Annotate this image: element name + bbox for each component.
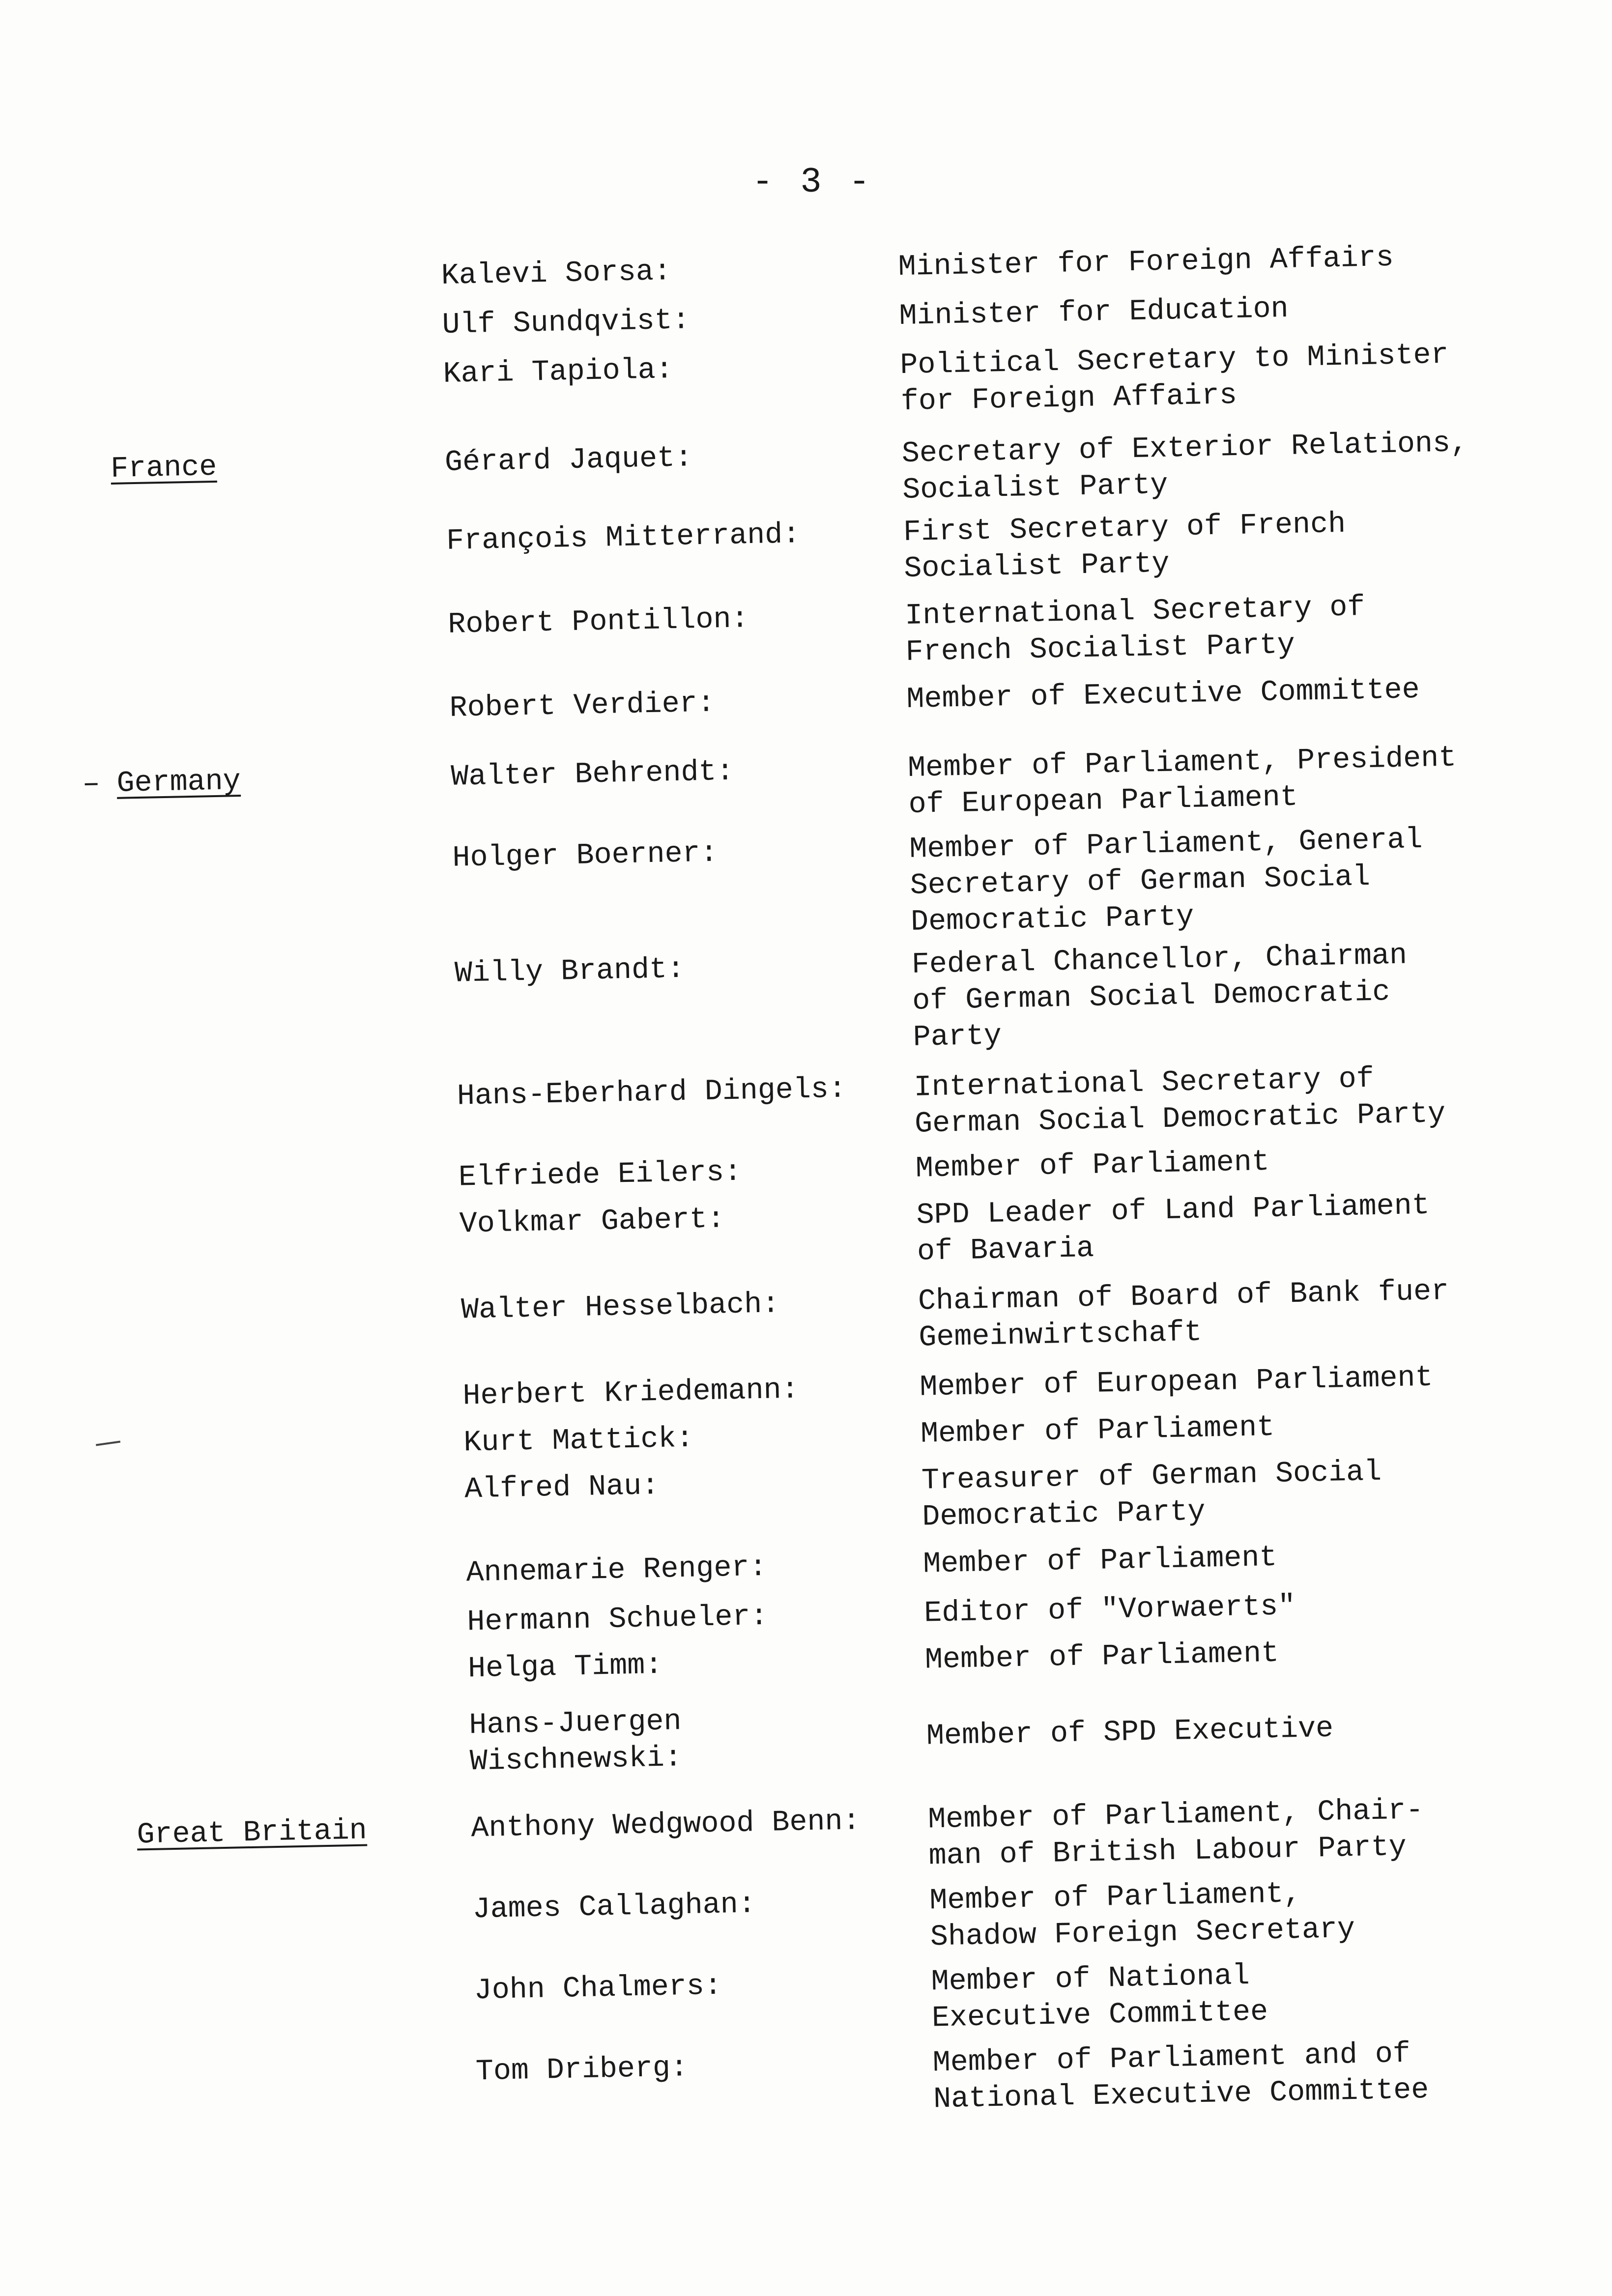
delegate-role: Chairman of Board of Bank fuer Gemeinwirtschaft <box>918 1275 1449 1355</box>
delegate-name: Walter Behrendt: <box>450 755 735 794</box>
list-item <box>0 934 1604 1055</box>
delegate-role: Secretary of Exterior Relations, Socialist Party <box>901 426 1468 508</box>
delegate-role: Editor of "Vorwaerts" <box>923 1590 1296 1631</box>
delegate-role: SPD Leader of Land Parliament of Bavaria <box>916 1189 1430 1269</box>
margin-dash-mark: – <box>82 767 101 802</box>
list-item <box>0 1356 1612 1413</box>
country-heading: France <box>110 450 217 486</box>
country-heading: Germany <box>116 765 241 801</box>
list-item <box>0 668 1599 725</box>
margin-pen-mark <box>96 1441 120 1446</box>
delegate-role: First Secretary of French Socialist Party <box>903 507 1346 586</box>
delegate-name: Alfred Nau: <box>464 1469 660 1507</box>
page-number: - 3 - <box>752 162 873 202</box>
list-item <box>10 1869 1612 1954</box>
list-item <box>0 1057 1607 1141</box>
delegate-role: Member of Parliament <box>924 1636 1279 1677</box>
delegate-name: Herbert Kriedemann: <box>462 1373 800 1413</box>
delegate-name: Elfriede Eilers: <box>458 1155 742 1195</box>
delegate-name: Annemarie Renger: <box>465 1550 768 1590</box>
list-item <box>9 1788 1612 1873</box>
list-item <box>5 1582 1612 1639</box>
list-item <box>0 334 1593 419</box>
delegate-role: Member of National Executive Committee <box>931 1959 1268 2036</box>
delegate-name: Holger Boerner: <box>452 836 719 875</box>
delegate-name: Walter Hesselbach: <box>461 1288 780 1327</box>
list-item <box>0 818 1602 939</box>
delegate-name: Kurt Mattick: <box>463 1422 694 1460</box>
delegate-name: Tom Driberg: <box>475 2051 689 2089</box>
list-item <box>4 1533 1612 1590</box>
delegate-name: Gérard Jaquet: <box>444 441 693 480</box>
delegate-role: Treasurer of German Social Democratic Party <box>921 1455 1382 1534</box>
delegate-role: Member of European Parliament <box>919 1361 1434 1405</box>
delegate-role: International Secretary of French Socialist Party <box>904 591 1365 669</box>
delegate-role: Federal Chancellor, Chairman of German Social Democratic Party <box>911 939 1408 1055</box>
delegate-role: Member of Executive Committee <box>906 673 1420 717</box>
delegate-role: Member of Parliament, Chair- man of British Labour Party <box>927 1794 1424 1873</box>
list-item <box>0 1270 1611 1355</box>
delegate-name: Hans-Eberhard Dingels: <box>457 1072 847 1114</box>
delegate-name: Kalevi Sorsa: <box>441 255 672 293</box>
list-item <box>7 1686 1612 1779</box>
delegate-role: Member of Parliament, Shadow Foreign Secretary <box>929 1877 1355 1954</box>
delegate-role: Member of Parliament <box>922 1541 1278 1581</box>
delegate-role: Minister for Foreign Affairs <box>898 241 1394 285</box>
delegate-role: Member of Parliament <box>915 1145 1270 1186</box>
delegate-name: John Chalmers: <box>474 1969 722 2008</box>
list-item <box>0 423 1594 508</box>
delegate-name: Anthony Wedgwood Benn: <box>470 1805 861 1846</box>
list-item <box>0 236 1591 293</box>
list-item <box>0 285 1592 342</box>
delegate-name: Robert Pontillon: <box>447 603 749 642</box>
delegate-role: Member of Parliament and of National Executive Committee <box>932 2037 1429 2117</box>
delegate-role: Member of Parliament, President of European Parliament <box>907 741 1457 822</box>
delegate-role: Member of SPD Executive <box>926 1712 1334 1753</box>
delegate-name: Helga Timm: <box>467 1648 663 1686</box>
list-item <box>0 585 1597 669</box>
delegate-name: Volkmar Gabert: <box>459 1203 725 1241</box>
country-heading: Great Britain <box>136 1814 368 1852</box>
delegate-name: Ulf Sundqvist: <box>442 304 691 342</box>
delegate-role: Member of Parliament <box>920 1410 1275 1451</box>
delegate-role: International Secretary of German Social Democratic Party <box>914 1062 1446 1141</box>
delegate-role: Member of Parliament, General Secretary of German Social Democratic Party <box>909 823 1423 939</box>
list-item <box>12 1951 1612 2036</box>
delegate-name: Hans-Juergen Wischnewski: <box>468 1705 683 1779</box>
delegate-role: Minister for Education <box>898 292 1289 334</box>
delegate-name: Kari Tapiola: <box>443 353 674 391</box>
delegate-name: Willy Brandt: <box>454 952 685 991</box>
list-item <box>0 501 1596 586</box>
delegate-list <box>0 206 1590 2117</box>
list-item <box>0 1138 1608 1195</box>
delegate-name: James Callaghan: <box>472 1888 756 1927</box>
list-item <box>0 737 1600 822</box>
delegate-role: Political Secretary to Minister for Foreign Affairs <box>899 338 1449 419</box>
list-item <box>13 2032 1612 2117</box>
delegate-name: François Mitterrand: <box>446 518 801 558</box>
delegate-name: Hermann Schueler: <box>466 1600 769 1639</box>
delegate-name: Robert Verdier: <box>449 687 716 725</box>
